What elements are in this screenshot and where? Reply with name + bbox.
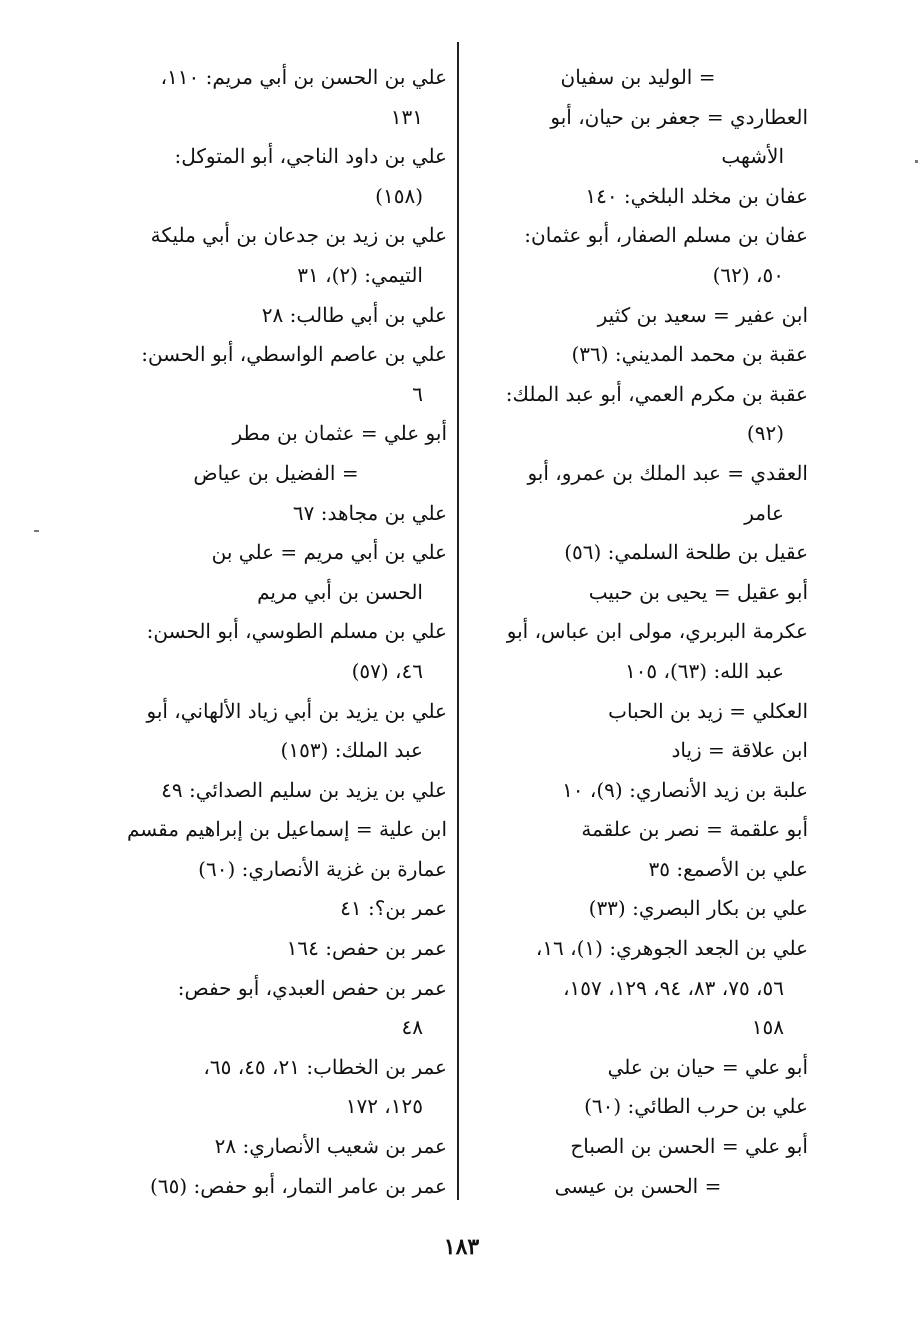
index-entry-line: ١٣١ [390, 104, 423, 129]
index-entry-line: علي بن حرب الطائي: (٦٠) [584, 1094, 808, 1119]
index-entry-line: علي بن بكار البصري: (٣٣) [588, 896, 808, 921]
index-entry-line: ١٥٨ [751, 1015, 784, 1040]
index-entry-line: (١٥٨) [375, 183, 423, 208]
index-entry-line: عبد الله: (٦٣)، ١٠٥ [624, 658, 784, 683]
index-entry-line: عمر بن الخطاب: ٢١، ٤٥، ٦٥، [203, 1054, 447, 1079]
index-entry-line: ٥٦، ٧٥، ٨٣، ٩٤، ١٢٩، ١٥٧، [563, 975, 784, 1000]
index-entry-line: علي بن يزيد بن سليم الصدائي: ٤٩ [161, 777, 447, 802]
index-entry-line: = الحسن بن عيسى [554, 1173, 722, 1198]
index-entry-line: عقيل بن طلحة السلمي: (٥٦) [564, 540, 808, 565]
index-entry-line: عمر بن حفص: ١٦٤ [286, 936, 447, 961]
index-entry-line: الأشهب [721, 144, 784, 169]
index-entry-line: علي بن الأصمع: ٣٥ [648, 856, 808, 881]
index-entry-line: عقبة بن مكرم العمي، أبو عبد الملك: [505, 381, 808, 406]
index-entry-line: العطاردي = جعفر بن حيان، أبو [550, 104, 808, 129]
index-entry-line: ٤٨ [401, 1015, 423, 1040]
index-entry-line: عقبة بن محمد المديني: (٣٦) [571, 342, 808, 367]
index-entry-line: علي بن عاصم الواسطي، أبو الحسن: [141, 342, 447, 367]
scan-speck [915, 160, 918, 163]
index-entry-line: علي بن يزيد بن أبي زياد الألهاني، أبو [146, 698, 447, 723]
index-entry-line: علي بن مجاهد: ٦٧ [292, 500, 447, 525]
index-entry-line: أبو علي = عثمان بن مطر [232, 421, 447, 446]
page-number: ١٨٣ [443, 1234, 480, 1260]
index-entry-line: ابن علية = إسماعيل بن إبراهيم مقسم [126, 817, 447, 842]
index-entry-line: = الوليد بن سفيان [560, 65, 716, 89]
index-entry-line: أبو علقمة = نصر بن علقمة [581, 817, 808, 842]
index-entry-line: ٥٠، (٦٢) [712, 262, 784, 287]
index-entry-line: أبو علي = حيان بن علي [607, 1054, 808, 1079]
index-entry-line: العقدي = عبد الملك بن عمرو، أبو [527, 460, 808, 485]
index-entry-line: أبو علي = الحسن بن الصباح [570, 1134, 808, 1159]
index-entry-line: = الفضيل بن عياض [193, 460, 359, 485]
index-entry-line: علي بن أبي طالب: ٢٨ [261, 302, 447, 327]
index-entry-line: ابن عفير = سعيد بن كثير [597, 302, 808, 327]
index-entry-line: علي بن داود الناجي، أبو المتوكل: [174, 144, 447, 169]
index-entry-line: عمر بن حفص العبدي، أبو حفص: [177, 975, 447, 1000]
column-divider [457, 42, 459, 1200]
index-entry-line: عفان بن مخلد البلخي: ١٤٠ [585, 183, 808, 208]
index-entry-line: علبة بن زيد الأنصاري: (٩)، ١٠ [562, 777, 808, 802]
index-entry-line: ٤٦، (٥٧) [351, 658, 423, 683]
index-entry-line: أبو عقيل = يحيى بن حبيب [588, 579, 808, 604]
index-entry-line: ٦ [412, 381, 423, 406]
scan-speck [34, 530, 39, 532]
index-entry-line: علي بن مسلم الطوسي، أبو الحسن: [146, 619, 447, 644]
index-entry-line: علي بن أبي مريم = علي بن [211, 540, 447, 565]
index-entry-line: عمر بن عامر التمار، أبو حفص: (٦٥) [150, 1173, 447, 1198]
index-entry-line: عبد الملك: (١٥٣) [280, 738, 423, 763]
index-entry-line: عمر بن شعيب الأنصاري: ٢٨ [214, 1134, 447, 1159]
index-entry-line: عمر بن؟: ٤١ [340, 896, 447, 921]
index-entry-line: علي بن الحسن بن أبي مريم: ١١٠، [160, 65, 447, 89]
index-entry-line: ١٢٥، ١٧٢ [345, 1094, 423, 1119]
index-entry-line: عمارة بن غزية الأنصاري: (٦٠) [198, 856, 447, 881]
index-entry-line: عفان بن مسلم الصفار، أبو عثمان: [524, 223, 808, 248]
index-column-right [468, 58, 808, 1206]
index-entry-line: علي بن زيد بن جدعان بن أبي مليكة [150, 223, 447, 248]
index-entry-line: عامر [744, 500, 784, 525]
index-entry-line: العكلي = زيد بن الحباب [608, 698, 808, 723]
index-column-left [105, 58, 447, 1206]
index-entry-line: التيمي: (٢)، ٣١ [297, 262, 423, 287]
index-entry-line: (٩٢) [746, 421, 784, 446]
index-entry-line: عكرمة البربري، مولى ابن عباس، أبو [506, 619, 808, 644]
index-entry-line: علي بن الجعد الجوهري: (١)، ١٦، [535, 936, 808, 961]
index-entry-line: الحسن بن أبي مريم [257, 579, 423, 604]
index-entry-line: ابن علاقة = زياد [671, 738, 808, 763]
